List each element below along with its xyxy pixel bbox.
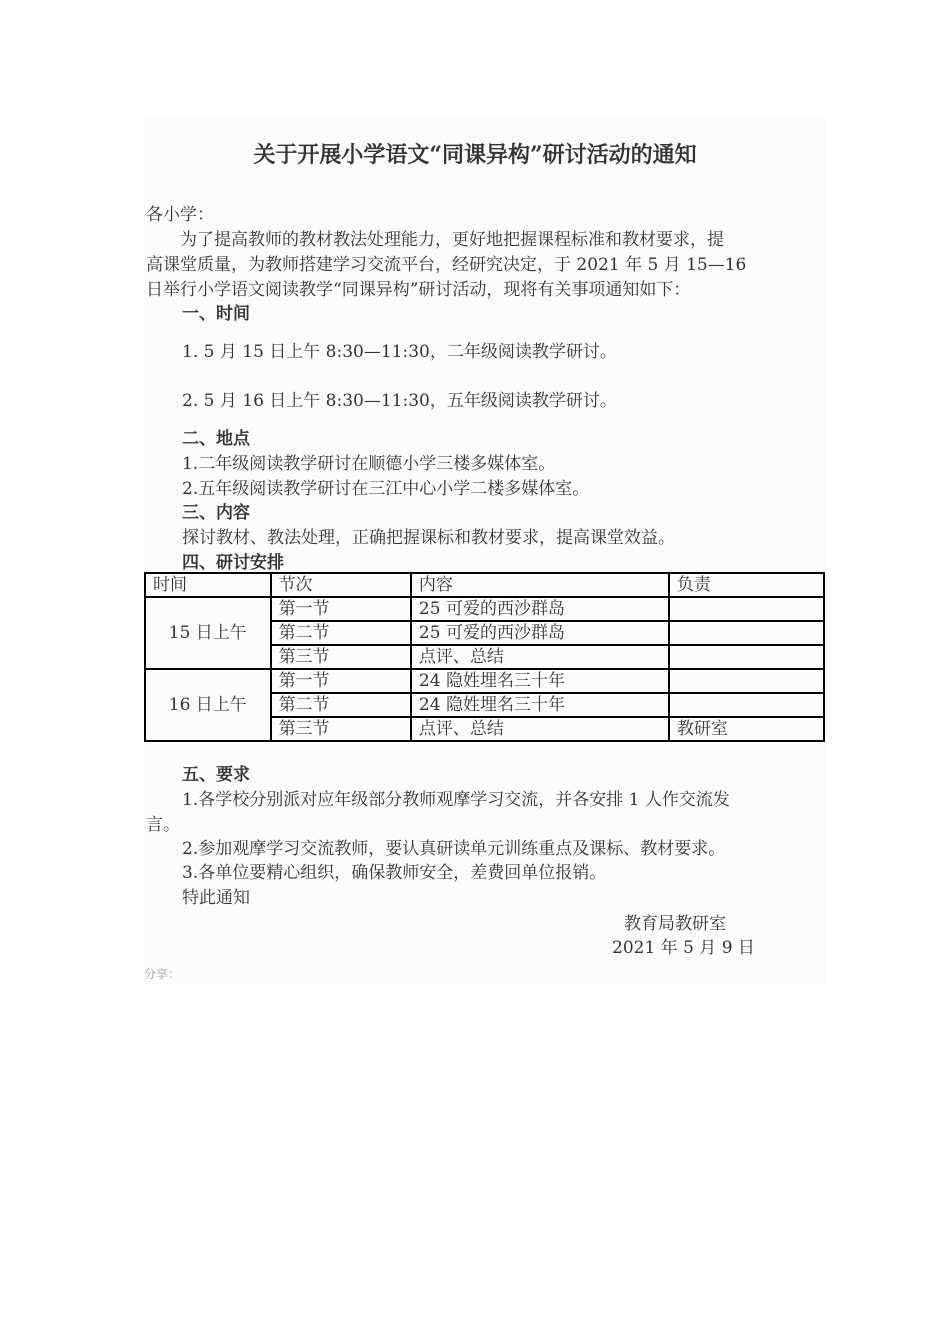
table-header-cell: 节次 [271,573,411,597]
content-cell: 点评、总结 [411,717,669,741]
content-cell: 点评、总结 [411,645,669,669]
content-text: 探讨教材、教法处理，正确把握课标和教材要求，提高课堂效益。 [182,528,675,548]
section-heading-location: 二、地点 [182,429,250,449]
table-row [145,597,824,621]
requirement-3: 3.各单位要精心组织，确保教师安全，差费回单位报销。 [182,863,607,883]
owner-cell: 教研室 [669,717,824,741]
signature-org: 教育局教研室 [624,914,726,934]
owner-cell [669,597,824,621]
period-cell: 第二节 [271,693,411,717]
section-heading-requirements: 五、要求 [182,765,250,785]
signature-date: 2021 年 5 月 9 日 [612,938,755,958]
content-cell: 25 可爱的西沙群岛 [411,621,669,645]
requirement-1-line-2: 言。 [146,815,180,835]
document-title: 关于开展小学语文“同课异构”研讨活动的通知 [253,142,697,168]
time-item-1: 1. 5 月 15 日上午 8:30—11:30，二年级阅读教学研讨。 [182,342,617,362]
requirement-2: 2.参加观摩学习交流教师，要认真研读单元训练重点及课标、教材要求。 [182,839,726,859]
table-header-cell: 时间 [145,573,271,597]
intro-line-2: 高课堂质量，为教师搭建学习交流平台，经研究决定，于 2021 年 5 月 15—16 [146,255,747,275]
intro-line-3: 日举行小学语文阅读教学“同课异构”研讨活动，现将有关事项通知如下： [146,280,691,300]
period-cell: 第三节 [271,645,411,669]
table-header-row [145,573,824,597]
schedule-table [144,572,825,742]
owner-cell [669,669,824,693]
intro-line-1: 为了提高教师的教材教法处理能力，更好地把握课程标准和教材要求，提 [180,230,724,250]
content-cell: 24 隐姓埋名三十年 [411,693,669,717]
location-item-2: 2.五年级阅读教学研讨在三江中心小学二楼多媒体室。 [182,479,590,499]
owner-cell [669,693,824,717]
section-heading-schedule: 四、研讨安排 [182,553,284,573]
owner-cell [669,621,824,645]
section-heading-time: 一、时间 [182,304,250,324]
time-item-2: 2. 5 月 16 日上午 8:30—11:30，五年级阅读教学研讨。 [182,391,617,411]
table-header-cell: 内容 [411,573,669,597]
location-item-1: 1.二年级阅读教学研讨在顺德小学三楼多媒体室。 [182,454,556,474]
closing-text: 特此通知 [182,888,250,908]
period-cell: 第二节 [271,621,411,645]
content-cell: 24 隐姓埋名三十年 [411,669,669,693]
time-cell: 16 日上午 [145,669,271,741]
owner-cell [669,645,824,669]
table-row [145,669,824,693]
share-link[interactable]: 分享： [144,967,181,981]
section-heading-content: 三、内容 [182,503,250,523]
content-cell: 25 可爱的西沙群岛 [411,597,669,621]
requirement-1-line-1: 1.各学校分别派对应年级部分教师观摩学习交流，并各安排 1 人作交流发 [182,790,730,810]
period-cell: 第一节 [271,669,411,693]
salutation: 各小学： [146,205,214,225]
time-cell: 15 日上午 [145,597,271,669]
period-cell: 第三节 [271,717,411,741]
table-header-cell: 负责 [669,573,824,597]
period-cell: 第一节 [271,597,411,621]
